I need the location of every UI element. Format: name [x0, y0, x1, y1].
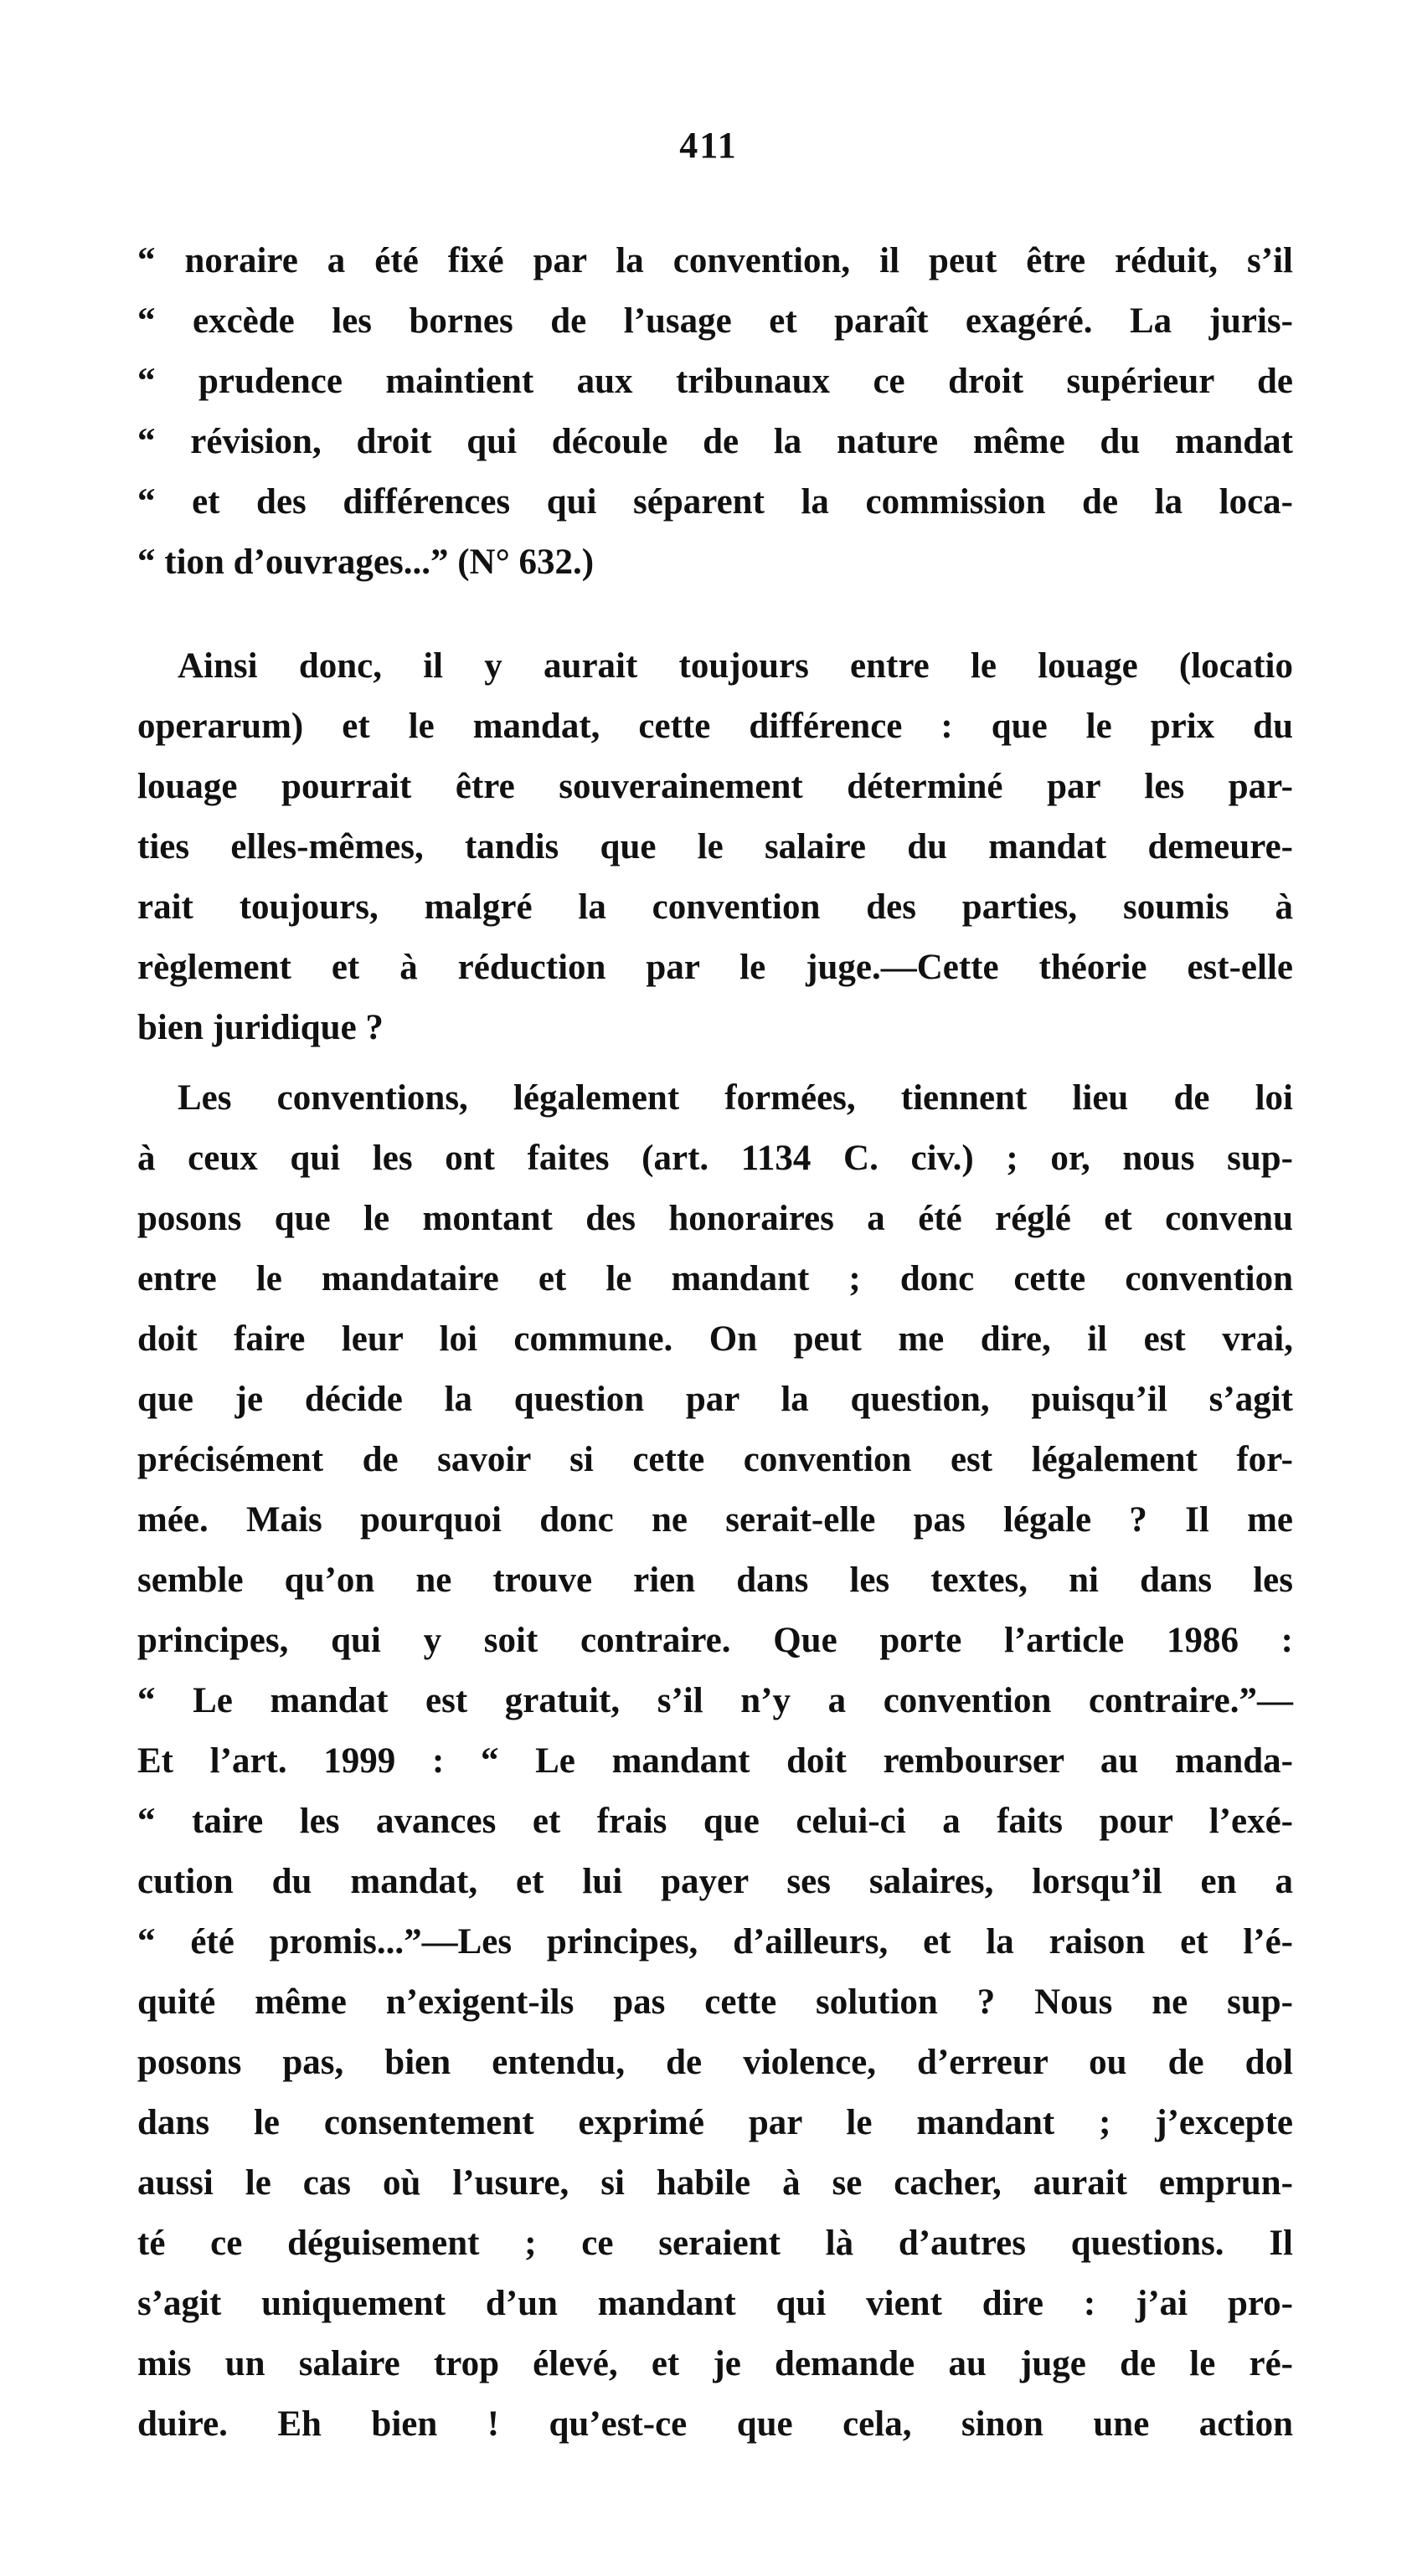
paragraph-line: quité même n’exigent-ils pas cette solution ? Nous ne sup- [137, 1982, 1293, 2022]
paragraph-line: rait toujours, malgré la convention des parties, soumis à [137, 887, 1293, 927]
quote-line: “ révision, droit qui découle de la nature même du mandat [137, 422, 1293, 461]
paragraph-line: entre le mandataire et le mandant ; donc cette convention [137, 1259, 1293, 1298]
paragraph-line: aussi le cas où l’usure, si habile à se cacher, aurait emprun- [137, 2163, 1293, 2203]
paragraph-line: operarum) et le mandat, cette différence : que le prix du [137, 707, 1293, 746]
paragraph-line: té ce déguisement ; ce seraient là d’autres questions. Il [137, 2224, 1293, 2263]
paragraph-ainsi-donc [137, 636, 1293, 1058]
paragraph-line: principes, qui y soit contraire. Que porte l’article 1986 : [137, 1621, 1293, 1660]
paragraph-line: à ceux qui les ont faites (art. 1134 C. civ.) ; or, nous sup- [137, 1139, 1293, 1178]
quote-line: “ tion d’ouvrages...” (N° 632.) [137, 542, 595, 582]
quote-line: “ excède les bornes de l’usage et paraît exagéré. La juris- [137, 301, 1293, 341]
paragraph-line: mis un salaire trop élevé, et je demande au juge de le ré- [137, 2344, 1293, 2383]
quote-line: “ noraire a été fixé par la convention, il peut être réduit, s’il [137, 241, 1293, 280]
paragraph-line: Les conventions, légalement formées, tiennent lieu de loi [178, 1078, 1293, 1118]
paragraph-line: mée. Mais pourquoi donc ne serait-elle pas légale ? Il me [137, 1500, 1293, 1540]
paragraph-line: que je décide la question par la question, puisqu’il s’agit [137, 1380, 1293, 1419]
page-number: 411 [679, 125, 738, 166]
quoted-passage [137, 231, 1293, 593]
paragraph-les-conventions [137, 1068, 1293, 2455]
paragraph-line: louage pourrait être souverainement déterminé par les par- [137, 767, 1293, 806]
paragraph-line: règlement et à réduction par le juge.—Cette théorie est-elle [137, 948, 1293, 987]
quote-line: “ et des différences qui séparent la commission de la loca- [137, 482, 1293, 522]
paragraph-line: cution du mandat, et lui payer ses salaires, lorsqu’il en a [137, 1862, 1293, 1901]
paragraph-line: “ Le mandat est gratuit, s’il n’y a convention contraire.”— [137, 1681, 1293, 1720]
paragraph-line: “ taire les avances et frais que celui-ci a faits pour l’exé- [137, 1802, 1293, 1841]
paragraph-line: bien juridique ? [137, 1008, 384, 1047]
paragraph-line: “ été promis...”—Les principes, d’ailleurs, et la raison et l’é- [137, 1922, 1293, 1962]
quote-line: “ prudence maintient aux tribunaux ce droit supérieur de [137, 362, 1293, 401]
paragraph-line: précisément de savoir si cette convention est légalement for- [137, 1440, 1293, 1479]
paragraph-line: semble qu’on ne trouve rien dans les textes, ni dans les [137, 1561, 1293, 1600]
paragraph-line: ties elles-mêmes, tandis que le salaire du mandat demeure- [137, 827, 1293, 866]
paragraph-line: posons que le montant des honoraires a été réglé et convenu [137, 1199, 1293, 1238]
paragraph-line: dans le consentement exprimé par le mandant ; j’excepte [137, 2103, 1293, 2142]
paragraph-line: Et l’art. 1999 : “ Le mandant doit rembourser au manda- [137, 1741, 1293, 1781]
paragraph-line: doit faire leur loi commune. On peut me dire, il est vrai, [137, 1319, 1293, 1359]
paragraph-line: duire. Eh bien ! qu’est-ce que cela, sinon une action [137, 2404, 1293, 2444]
paragraph-line: Ainsi donc, il y aurait toujours entre le louage (locatio [178, 646, 1293, 686]
paragraph-line: posons pas, bien entendu, de violence, d’erreur ou de dol [137, 2043, 1293, 2082]
paragraph-line: s’agit uniquement d’un mandant qui vient dire : j’ai pro- [137, 2284, 1293, 2323]
